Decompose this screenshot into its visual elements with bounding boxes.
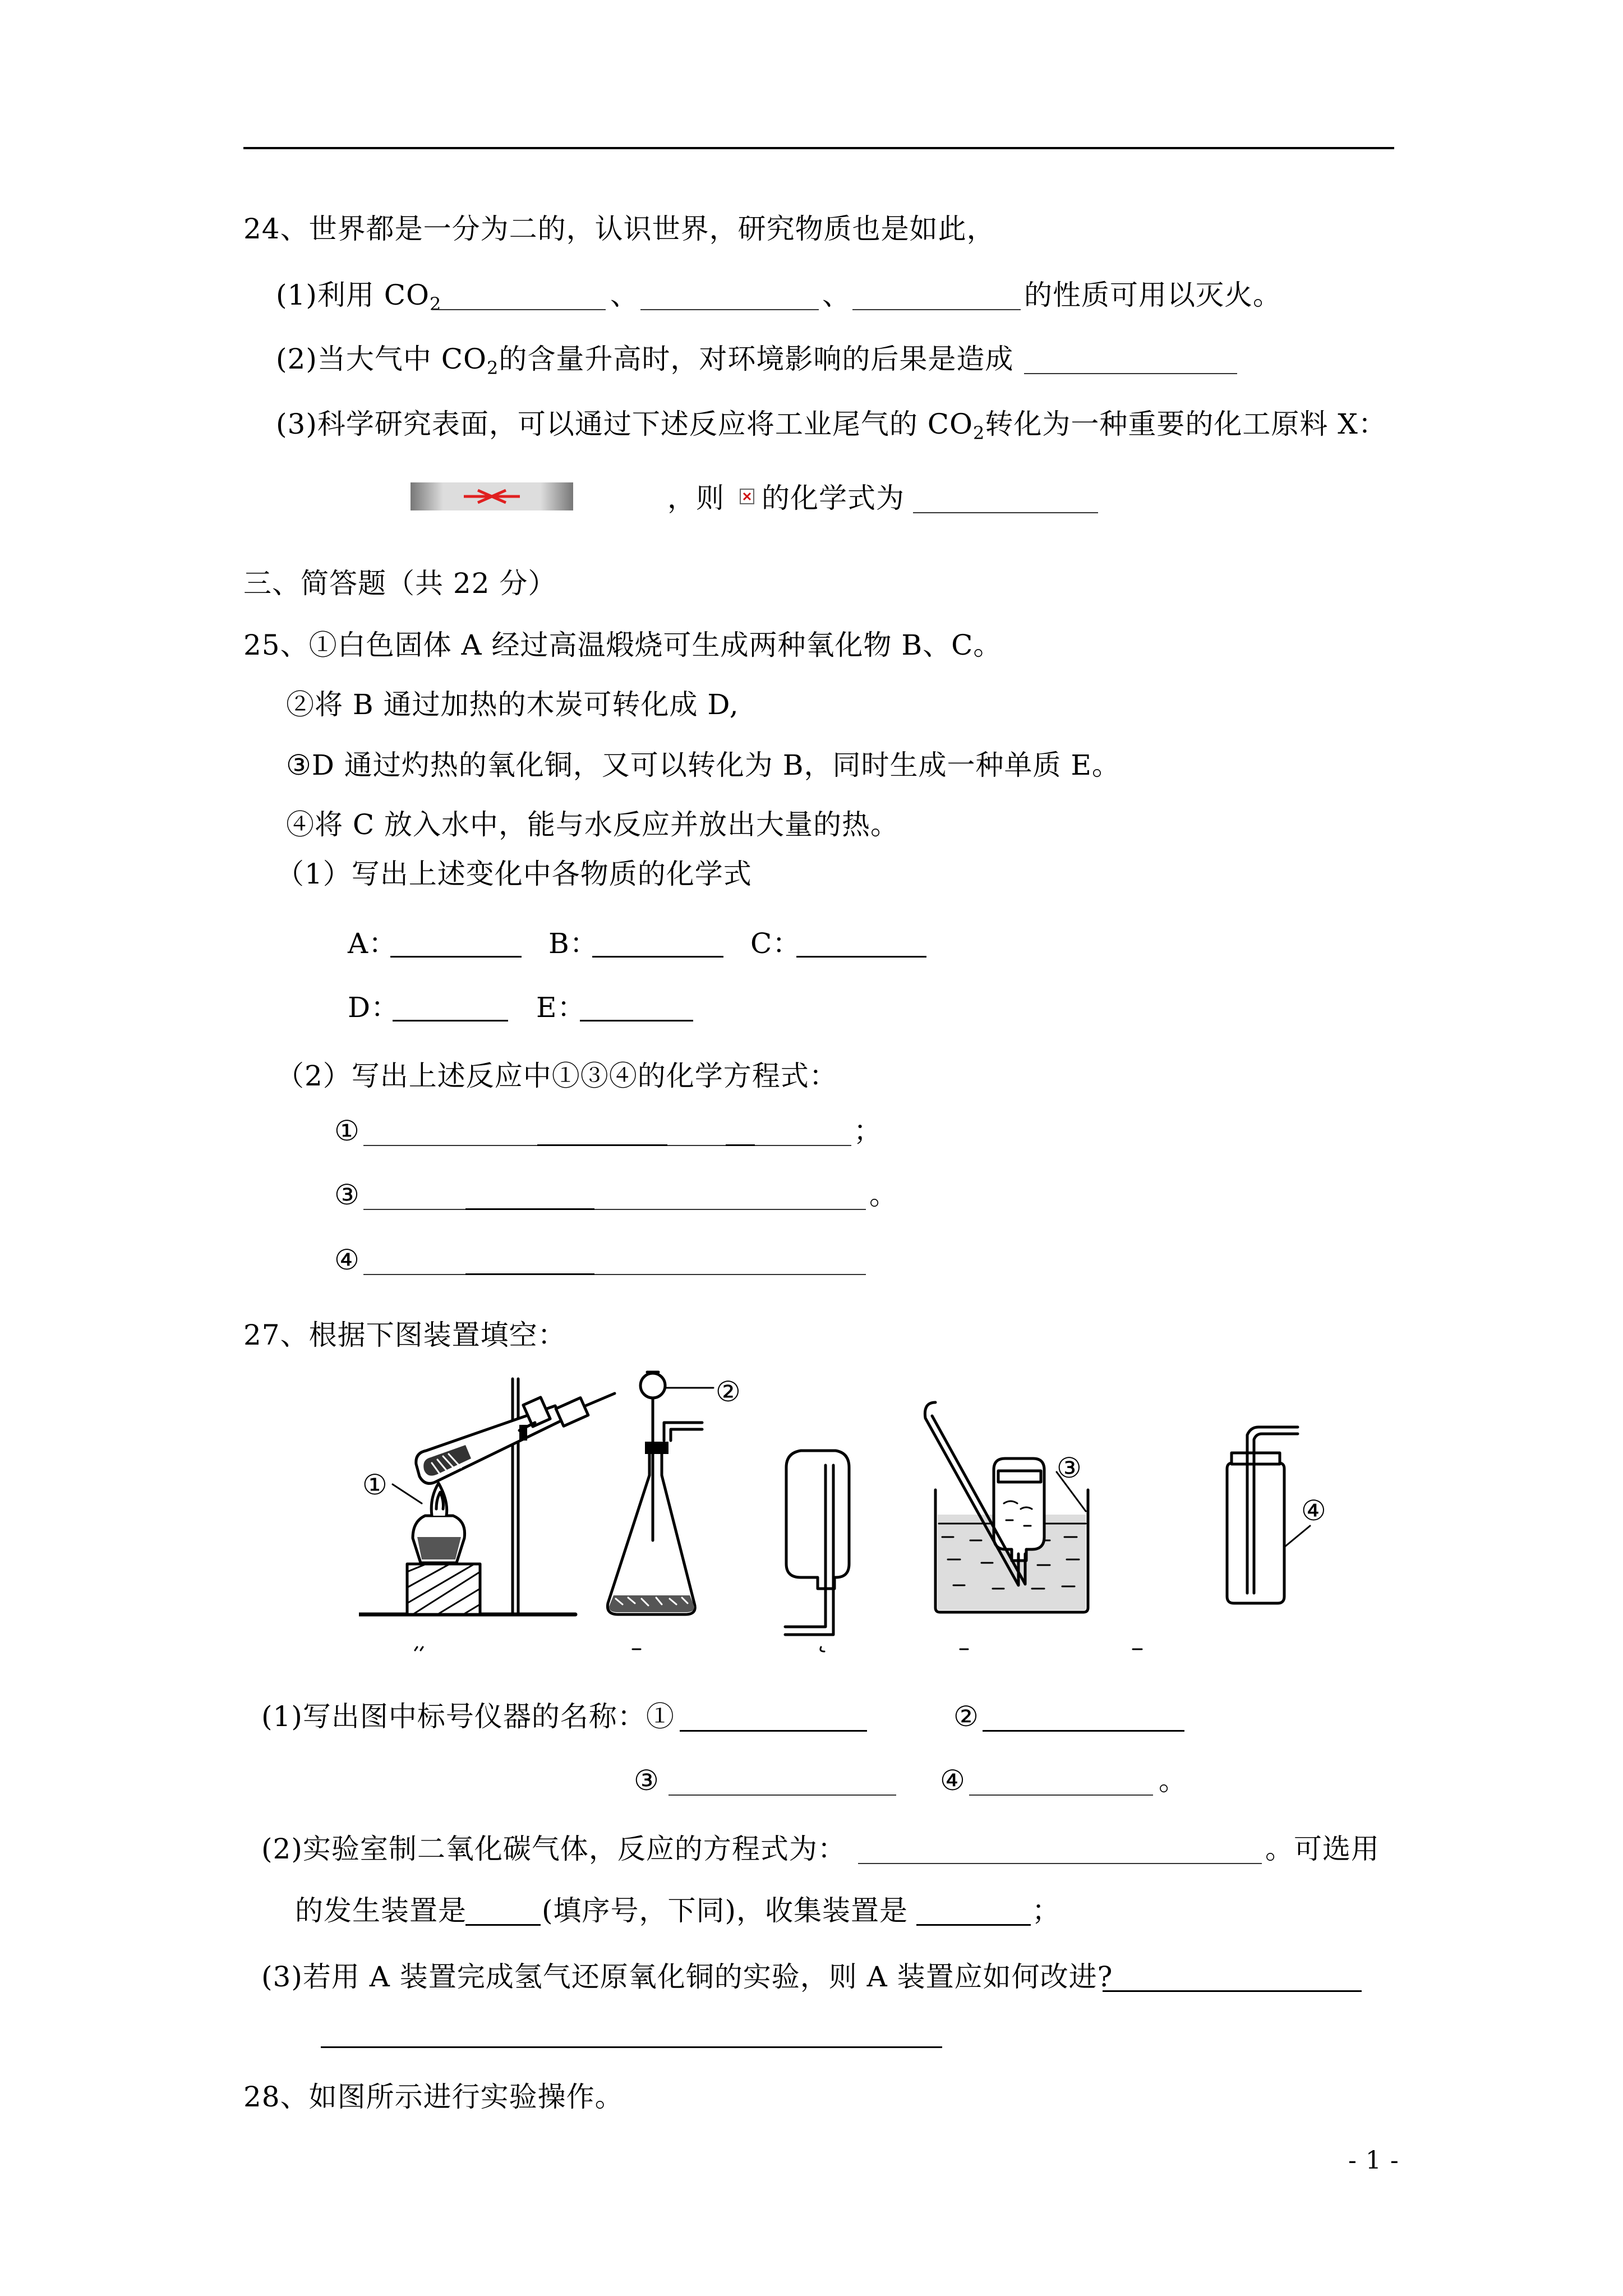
q25-line-4: ④将 C 放入水中，能与水反应并放出大量的热。: [286, 808, 900, 841]
label-1: ①: [362, 1469, 388, 1501]
apparatus-e: [1227, 1427, 1298, 1603]
q27-part3: (3)若用 A 装置完成氢气还原氧化铜的实验，则 A 装置应如何改进?: [261, 1961, 1113, 1993]
q25-eq-1-end: ；: [854, 1115, 882, 1147]
q25-label-a: A：: [348, 927, 398, 960]
q27-blank-7[interactable]: [916, 1924, 1031, 1926]
q25-eq-1-label: ①: [334, 1115, 360, 1147]
q25-label-e: E：: [536, 991, 586, 1024]
q25-line-2: ②将 B 通过加热的木炭可转化成 D,: [286, 688, 739, 721]
q24-part4-b: 的化学式为: [762, 482, 905, 514]
q25-eq-4-blank[interactable]: [363, 1274, 866, 1275]
q24-sep-2: 、: [822, 279, 851, 311]
apparatus-figure: [359, 1369, 1335, 1655]
apparatus-d: [925, 1402, 1088, 1612]
q24-blank-5[interactable]: [913, 512, 1098, 513]
broken-equation-image: [411, 482, 573, 510]
apparatus-c: [785, 1451, 849, 1635]
q24-blank-1[interactable]: [432, 309, 606, 310]
q27-part2b-end: ；: [1032, 1894, 1061, 1927]
q27-part1: (1)写出图中标号仪器的名称：①: [261, 1700, 675, 1733]
q27-blank-8[interactable]: [1103, 1990, 1362, 1992]
q24-part4-a: ，则: [667, 482, 725, 514]
apparatus-a: [359, 1379, 615, 1614]
q25-blank-b[interactable]: [592, 956, 723, 958]
q25-label-c: C：: [750, 927, 801, 960]
q27-stem: 27、根据下图装置填空：: [243, 1319, 566, 1351]
q24-blank-4[interactable]: [1024, 373, 1237, 374]
q27-label-2: ②: [953, 1700, 979, 1733]
q27-blank-9[interactable]: [321, 2046, 942, 2048]
q24-sep-1: 、: [610, 279, 639, 311]
q27-blank-3[interactable]: [668, 1795, 896, 1796]
q25-eq-4-blank-segment: [465, 1273, 594, 1275]
q28-stem: 28、如图所示进行实验操作。: [243, 2081, 624, 2113]
q25-blank-e[interactable]: [580, 1020, 693, 1022]
q27-label-4: ④: [940, 1764, 966, 1797]
q25-eq-4-label: ④: [334, 1244, 360, 1276]
q27-part2b-b: (填序号，下同)，收集装置是: [542, 1894, 909, 1927]
q25-eq-3-blank[interactable]: [363, 1209, 866, 1210]
q27-part1-end: 。: [1159, 1764, 1187, 1797]
q24-part1: (1)利用 $CO_2$: [276, 279, 442, 315]
q25-label-d: D：: [348, 991, 400, 1024]
q25-blank-c[interactable]: [796, 956, 926, 958]
q25-blank-d[interactable]: [393, 1020, 508, 1022]
q25-line-3: ③D 通过灼热的氧化铜，又可以转化为 B，同时生成一种单质 E。: [286, 749, 1121, 781]
q27-blank-5[interactable]: [858, 1863, 1262, 1864]
q27-blank-2[interactable]: [983, 1730, 1184, 1732]
section-title: 三、简答题（共 22 分）: [243, 567, 557, 600]
q25-line-1: 25、①白色固体 A 经过高温煅烧可生成两种氧化物 B、C。: [243, 629, 1002, 661]
label-4: ④: [1301, 1494, 1326, 1527]
q25-eq-3-blank-segment: [465, 1208, 594, 1210]
broken-image-icon: [739, 488, 755, 505]
q27-blank-6[interactable]: [465, 1924, 541, 1926]
q25-blank-a[interactable]: [390, 956, 522, 958]
q27-part2b-a: 的发生装置是: [295, 1894, 467, 1927]
q27-label-3: ③: [634, 1764, 660, 1797]
label-3: ③: [1057, 1452, 1082, 1484]
q25-eq-1-blank-segment-a: [537, 1144, 667, 1146]
q27-part2: (2)实验室制二氧化碳气体，反应的方程式为：: [261, 1833, 846, 1865]
q24-part2: (2)当大气中 $CO_2$的含量升高时，对环境影响的后果是造成: [276, 343, 1014, 379]
q27-blank-4[interactable]: [969, 1795, 1153, 1796]
q25-label-b: B：: [548, 927, 598, 960]
label-2: ②: [716, 1375, 741, 1408]
q25-eq-3-end: 。: [869, 1179, 898, 1211]
q24-blank-3[interactable]: [852, 309, 1021, 310]
q25-sub-2: （2）写出上述反应中①③④的化学方程式：: [276, 1060, 838, 1092]
q24-part1-end: 的性质可用以灭火。: [1024, 279, 1281, 311]
apparatus-b: [607, 1372, 702, 1614]
q25-sub-1: （1）写出上述变化中各物质的化学式: [276, 858, 752, 890]
q24-stem: 24、世界都是一分为二的，认识世界，研究物质也是如此，: [243, 213, 995, 245]
q27-blank-1[interactable]: [680, 1730, 867, 1732]
q24-part3: (3)科学研究表面，可以通过下述反应将工业尾气的 $CO_2$转化为一种重要的化工原料 X：: [276, 408, 1387, 444]
page-number: - 1 -: [1348, 2146, 1399, 2175]
q25-eq-1-blank-segment-b: [726, 1144, 755, 1146]
q24-blank-2[interactable]: [640, 309, 819, 310]
header-rule: [243, 147, 1394, 149]
q25-eq-3-label: ③: [334, 1179, 360, 1211]
q27-part2-end: 。可选用: [1265, 1833, 1380, 1865]
